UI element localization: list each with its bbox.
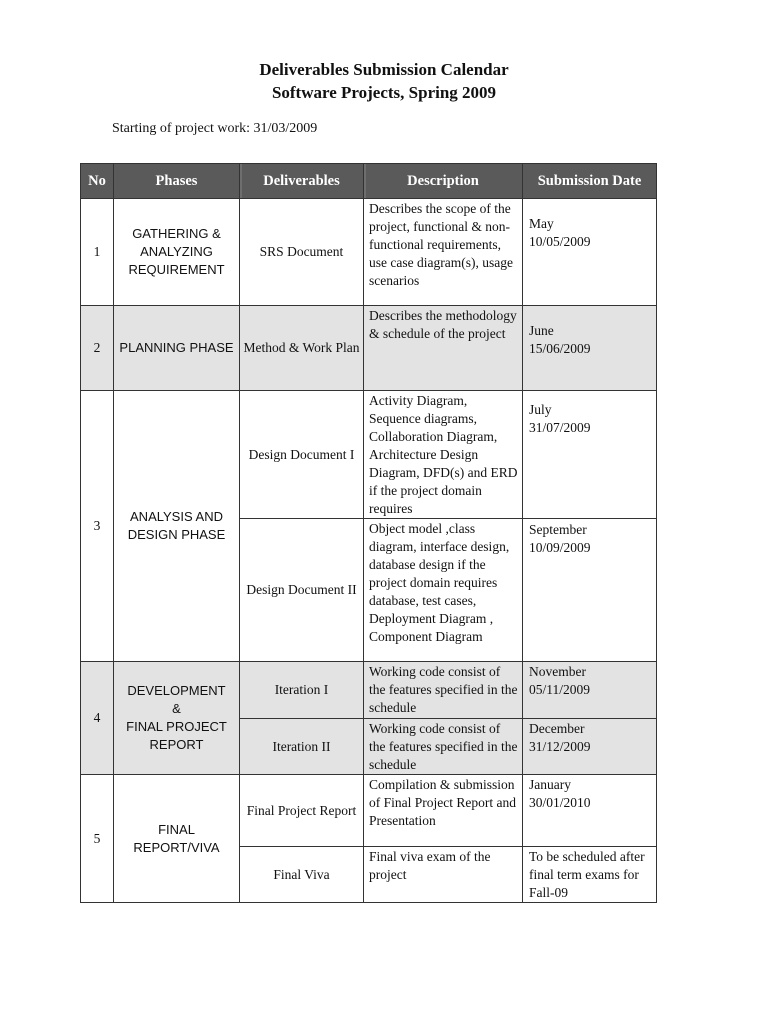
column-header-deliverables: Deliverables xyxy=(240,164,364,199)
phase-line: FINAL PROJECT REPORT xyxy=(126,719,227,752)
row-number: 1 xyxy=(81,199,114,306)
description-cell: Describes the scope of the project, functional & non-functional requirements, use case diagram(s), usage scenarios xyxy=(364,199,523,306)
deliverable-cell: Iteration I xyxy=(240,662,364,719)
description-cell: Working code consist of the features specified in the schedule xyxy=(364,662,523,719)
deliverable-cell: Method & Work Plan xyxy=(240,306,364,391)
table-header-row xyxy=(81,164,657,199)
deliverable-cell: Design Document II xyxy=(240,519,364,662)
date-value: 15/06/2009 xyxy=(529,341,591,356)
phase-line: & xyxy=(172,701,181,716)
submission-date-cell xyxy=(523,391,657,519)
date-value: 10/05/2009 xyxy=(529,234,591,249)
document-title: Deliverables Submission Calendar xyxy=(259,60,509,79)
table-row xyxy=(81,775,657,847)
date-value: 31/07/2009 xyxy=(529,420,591,435)
date-value: 31/12/2009 xyxy=(529,739,591,754)
row-number: 3 xyxy=(81,391,114,662)
submission-date-cell xyxy=(523,719,657,775)
description-cell: Activity Diagram, Sequence diagrams, Collaboration Diagram, Architecture Design Diagram, DFD(s) and ERD if the project domain requires xyxy=(364,391,523,519)
deliverable-cell: Final Project Report xyxy=(240,775,364,847)
date-month: July xyxy=(529,402,552,417)
row-number: 2 xyxy=(81,306,114,391)
deliverable-cell: Iteration II xyxy=(240,719,364,775)
date-value: 05/11/2009 xyxy=(529,682,591,697)
date-month: September xyxy=(529,522,587,537)
submission-date-cell xyxy=(523,519,657,662)
description-cell: Object model ,class diagram, interface design, database design if the project domain requires database, test cases, Deployment Diagram , Component Diagram xyxy=(364,519,523,662)
document-subtitle: Software Projects, Spring 2009 xyxy=(271,83,497,102)
column-header-submission-date: Submission Date xyxy=(523,164,657,199)
deliverable-cell: Design Document I xyxy=(240,391,364,519)
date-month: December xyxy=(529,721,585,736)
date-month: May xyxy=(529,216,554,231)
date-month: November xyxy=(529,664,586,679)
phase-cell: GATHERING & ANALYZING REQUIREMENT xyxy=(114,199,240,306)
deliverables-table xyxy=(80,163,657,903)
phase-cell: FINAL REPORT/VIVA xyxy=(114,775,240,903)
column-header-phases: Phases xyxy=(114,164,240,199)
table-row xyxy=(81,306,657,391)
table-row xyxy=(81,662,657,719)
submission-date-cell xyxy=(523,306,657,391)
row-number: 4 xyxy=(81,662,114,775)
phase-cell xyxy=(114,662,240,775)
phase-line: DEVELOPMENT xyxy=(127,683,226,698)
submission-date-cell xyxy=(523,775,657,847)
deliverable-cell: SRS Document xyxy=(240,199,364,306)
table-row xyxy=(81,391,657,519)
project-start-label: Starting of project work: 31/03/2009 xyxy=(112,121,318,136)
submission-date-cell xyxy=(523,662,657,719)
phase-cell: PLANNING PHASE xyxy=(114,306,240,391)
date-month: June xyxy=(529,323,554,338)
description-cell: Describes the methodology & schedule of the project xyxy=(364,306,523,391)
deliverable-cell: Final Viva xyxy=(240,847,364,903)
description-cell: Working code consist of the features specified in the schedule xyxy=(364,719,523,775)
date-value: 10/09/2009 xyxy=(529,540,591,555)
column-header-no: No xyxy=(81,164,114,199)
column-header-description: Description xyxy=(364,164,523,199)
description-cell: Final viva exam of the project xyxy=(364,847,523,903)
phase-cell: ANALYSIS AND DESIGN PHASE xyxy=(114,391,240,662)
submission-date-cell: To be scheduled after final term exams for Fall-09 xyxy=(523,847,657,903)
table-row xyxy=(81,199,657,306)
description-cell: Compilation & submission of Final Project Report and Presentation xyxy=(364,775,523,847)
submission-date-cell xyxy=(523,199,657,306)
date-value: 30/01/2010 xyxy=(529,795,591,810)
date-month: January xyxy=(529,777,571,792)
row-number: 5 xyxy=(81,775,114,903)
